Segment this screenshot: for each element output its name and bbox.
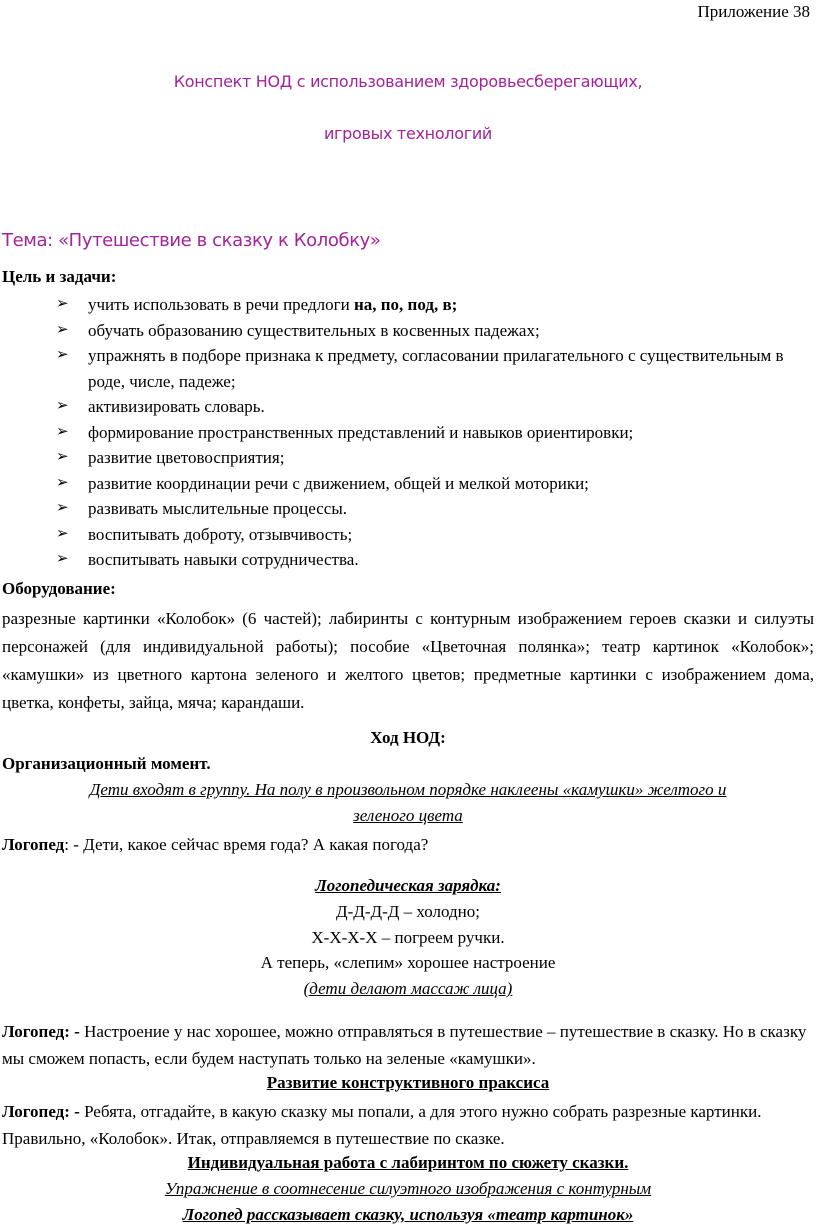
exercise-title: Логопедическая зарядка:: [315, 876, 501, 895]
arrowhead-bullet-icon: ➢: [56, 500, 69, 516]
paragraph-puzzle: Логопед: - Ребята, отгадайте, в какую сказку мы попали, а для этого нужно собрать разрезные картинки. Правильно, «Колобок». Итак, отправляемся в путешествие по сказке.: [2, 1102, 762, 1148]
section-constructive-praxis: Развитие конструктивного праксиса: [266, 1073, 550, 1092]
org-moment-heading: Организационный момент.: [2, 754, 211, 773]
equipment-heading: Оборудование:: [2, 579, 116, 598]
children-enter-line-2: зеленого цвета: [353, 806, 463, 825]
goal-item: ➢ воспитывать навыки сотрудничества.: [50, 547, 810, 573]
arrowhead-bullet-icon: ➢: [56, 347, 69, 363]
course-heading: Ход НОД:: [370, 728, 446, 747]
appendix-number: Приложение 38: [697, 2, 810, 21]
arrowhead-bullet-icon: ➢: [56, 321, 69, 338]
paragraph-mood: Логопед: - Настроение у нас хорошее, можно отправляться в путешествие – путешествие в сказку. Но в сказку мы сможем попасть, если будем наступать только на зеленые «камушки».: [2, 1022, 807, 1068]
goal-item: ➢ развитие цветовосприятия;: [50, 445, 810, 471]
goal-item: ➢ воспитывать доброту, отзывчивость;: [50, 522, 810, 548]
arrowhead-bullet-icon: ➢: [56, 449, 69, 465]
equipment-text: разрезные картинки «Колобок» (6 частей); лабиринты с контурным изображением героев сказки и силуэты персонажей (для индивидуальной работы); пособие «Цветочная полянка»; театр картинок «Колобок»; «камушки» из цветного картона зеленого и желтого цветов; предметные картинки с изображением дома, цветка, конфеты, зайца, мяча; карандаши.: [2, 609, 814, 712]
children-enter-line-1: Дети входят в группу. На полу в произвольном порядке наклеены «камушки» желтого и: [89, 780, 727, 799]
goals-list: [50, 292, 810, 573]
logoped-question: Логопед: - Дети, какое сейчас время года? А какая погода?: [2, 835, 429, 854]
arrowhead-bullet-icon: ➢: [56, 551, 69, 567]
lesson-topic: Тема: «Путешествие в сказку к Колобку»: [2, 230, 381, 251]
arrowhead-bullet-icon: ➢: [56, 423, 69, 440]
last-line: Логопед рассказывает сказку, используя «театр картинок»: [182, 1205, 634, 1224]
goal-item: ➢ активизировать словарь.: [50, 394, 810, 420]
logoped-label: Логопед: [2, 835, 65, 854]
section-labyrinth: Индивидуальная работа с лабиринтом по сюжету сказки.: [187, 1153, 629, 1172]
arrowhead-bullet-icon: ➢: [56, 398, 69, 414]
goal-item: ➢ обучать образованию существительных в косвенных падежах;: [50, 318, 810, 344]
goal-item: ➢ формирование пространственных представлений и навыков ориентировки;: [50, 420, 810, 446]
document-title-line-2: игровых технологий: [323, 124, 493, 143]
arrowhead-bullet-icon: ➢: [56, 525, 69, 542]
goals-heading: Цель и задачи:: [2, 267, 117, 286]
exercise-line-4: (дети делают массаж лица): [303, 979, 513, 998]
exercise-silhouette: Упражнение в соотнесение силуэтного изображения с контурным: [164, 1179, 652, 1198]
goal-item: ➢ развитие координации речи с движением, общей и мелкой моторики;: [50, 471, 810, 497]
goal-item: ➢ развивать мыслительные процессы.: [50, 496, 810, 522]
exercise-line-1: Д-Д-Д-Д – холодно;: [336, 902, 480, 921]
arrowhead-bullet-icon: ➢: [56, 474, 69, 491]
goal-item: ➢ учить использовать в речи предлоги на, по, под, в;: [50, 292, 810, 318]
document-title-line-1: Конспект НОД с использованием здоровьесберегающих,: [173, 72, 643, 91]
exercise-line-3: А теперь, «слепим» хорошее настроение: [260, 953, 556, 972]
exercise-line-2: Х-Х-Х-Х – погреем ручки.: [311, 928, 505, 947]
goal-item: ➢ упражнять в подборе признака к предмету, согласовании прилагательного с существительным в роде, числе, падеже;: [50, 343, 810, 394]
arrowhead-bullet-icon: ➢: [56, 296, 69, 312]
